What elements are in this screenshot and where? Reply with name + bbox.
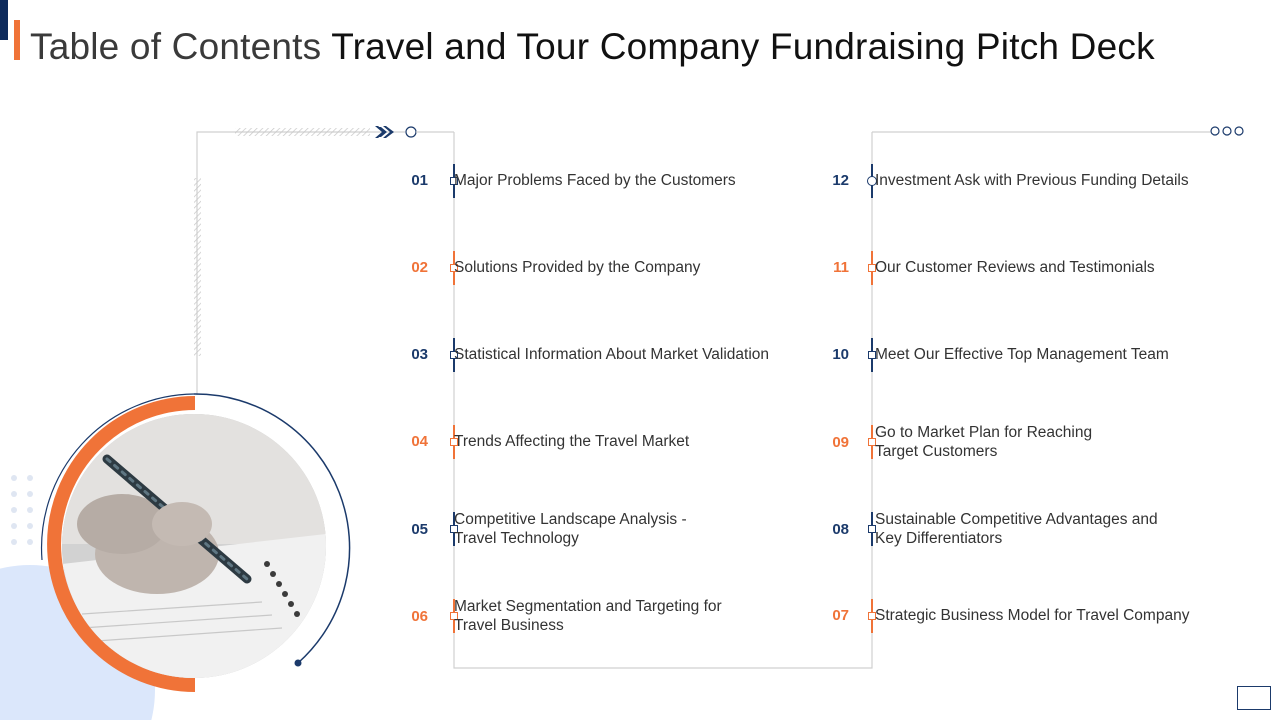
toc-item-05[interactable] — [400, 510, 687, 548]
toc-number: 01 — [411, 172, 428, 189]
toc-label: Investment Ask with Previous Funding Details — [875, 172, 1189, 189]
toc-label: Statistical Information About Market Validation — [454, 346, 770, 363]
title-part-2: Travel and Tour Company Fundraising Pitch Deck — [331, 26, 1155, 67]
toc-number: 11 — [833, 259, 849, 276]
toc-label: Meet Our Effective Top Management Team — [875, 346, 1169, 363]
toc-label: Market Segmentation and Targeting for Travel Business — [454, 598, 722, 634]
toc-number: 12 — [832, 172, 849, 189]
arc-end-dot — [295, 660, 302, 667]
toc-label: Solutions Provided by the Company — [454, 259, 701, 276]
toc-number: 06 — [411, 607, 428, 625]
hatched-bar-top — [235, 128, 370, 136]
toc-number: 02 — [411, 259, 428, 276]
left-frame-line — [197, 132, 405, 395]
toc-number: 10 — [832, 346, 849, 363]
frame-node-circle — [406, 127, 416, 137]
center-box-frame — [454, 132, 872, 668]
toc-number: 08 — [832, 520, 849, 538]
toc-item-10[interactable] — [821, 345, 1169, 364]
dot-grid — [11, 475, 33, 545]
toc-item-09[interactable] — [821, 423, 1092, 461]
toc-number: 09 — [832, 433, 849, 451]
title-part-1: Table of Contents — [30, 26, 322, 67]
toc-item-11[interactable] — [821, 258, 1155, 277]
toc-number: 04 — [411, 433, 428, 450]
toc-label: Sustainable Competitive Advantages and Key Differentiators — [875, 511, 1158, 547]
toc-item-03[interactable] — [400, 345, 769, 364]
toc-label: Trends Affecting the Travel Market — [454, 433, 690, 450]
photo-illustration — [62, 414, 326, 678]
toc-item-04[interactable] — [400, 432, 689, 451]
corner-box — [1237, 686, 1271, 710]
toc-label: Our Customer Reviews and Testimonials — [875, 259, 1155, 276]
hand-writing-photo — [62, 414, 326, 678]
hatched-bar-side — [194, 178, 201, 356]
toc-number: 07 — [832, 607, 849, 624]
toc-label: Go to Market Plan for Reaching Target Customers — [875, 424, 1093, 460]
toc-number: 03 — [411, 346, 428, 363]
toc-item-02[interactable] — [400, 258, 700, 277]
toc-label: Competitive Landscape Analysis - Travel Technology — [454, 511, 687, 547]
toc-item-06[interactable] — [400, 597, 722, 635]
toc-number: 05 — [411, 520, 428, 538]
three-dots-icon — [1211, 127, 1243, 135]
toc-item-08[interactable] — [821, 510, 1158, 548]
toc-item-07[interactable] — [821, 606, 1189, 625]
toc-item-12[interactable] — [821, 171, 1189, 190]
toc-label: Major Problems Faced by the Customers — [454, 172, 736, 189]
toc-item-01[interactable] — [400, 171, 736, 190]
toc-label: Strategic Business Model for Travel Company — [875, 607, 1190, 624]
